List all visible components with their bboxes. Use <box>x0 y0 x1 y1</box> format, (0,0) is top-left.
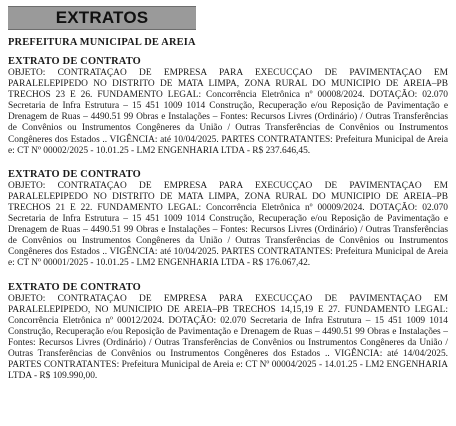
contract-extract-list <box>8 56 448 394</box>
section-title: EXTRATOS <box>55 8 149 27</box>
contract-extract <box>8 282 448 383</box>
organization-name: PREFEITURA MUNICIPAL DE AREIA <box>8 37 196 48</box>
extract-title: EXTRATO DE CONTRATO <box>8 281 141 293</box>
contract-extract <box>8 169 448 270</box>
extract-body: OBJETO: CONTRATAÇAO DE EMPRESA PARA EXECUCÇAO DE PAVIMENTAÇAO EM PARALELEPIPEDO NO DISTRITO DE MATA LIMPA, ZONA RURAL DO MUNICIPIO DE AREIA–PB TRECHOS 21 E 22. FUNDAMENTO LEGAL: Concorrência Eletrônica nº 00009/2024. DOTAÇÃO: 02.070 Secretaria de Infra Estrutura – 15 451 1009 1014 Construção, Recuperação e/ou Reposição de Pavimentação e Drenagem de Ruas – 4490.51 99 Obras e Instalações – Fontes: Recursos Livres (Ordinário) / Outras Transferências de Convênios ou Instrumentos Congêneres da União / Outras Transferências de Convênios ou Instrumentos Congêneres dos Estados .. VIGÊNCIA: até 10/04/2025. PARTES CONTRATANTES: Prefeitura Municipal de Areia e: CT Nº 00001/2025 - 10.01.25 - LM2 ENGENHARIA LTDA - R$ 176.067,42. <box>8 180 448 269</box>
extract-body: OBJETO: CONTRATAÇAO DE EMPRESA PARA EXECUCÇAO DE PAVIMENTAÇAO EM PARALELEPIPEDO NO DISTRITO DE MATA LIMPA, ZONA RURAL DO MUNICIPIO DE AREIA–PB TRECHOS 23 E 26. FUNDAMENTO LEGAL: Concorrência Eletrônica nº 00008/2024. DOTAÇÃO: 02.070 Secretaria de Infra Estrutura – 15 451 1009 1014 Construção, Recuperação e/ou Reposição de Pavimentação e Drenagem de Ruas – 4490.51 99 Obras e Instalações – Fontes: Recursos Livres (Ordinário) / Outras Transferências de Convênios ou Instrumentos Congêneres da União / Outras Transferências de Convênios ou Instrumentos Congêneres dos Estados .. VIGÊNCIA: até 10/04/2025. PARTES CONTRATANTES: Prefeitura Municipal de Areia e: CT Nº 00002/2025 - 10.01.25 - LM2 ENGENHARIA LTDA - R$ 237.646,45. <box>8 68 448 156</box>
extract-title: EXTRATO DE CONTRATO <box>8 56 141 67</box>
extract-body: OBJETO: CONTRATAÇAO DE EMPRESA PARA EXECUCÇAO DE PAVIMENTAÇAO EM PARALELEPIPEDO, NO MUNICIPIO DE AREIA–PB TRECHOS 14,15,19 E 27. FUNDAMENTO LEGAL: Concorrência Eletrônica nº 00012/2024. DOTAÇÃO: 02.070 Secretaria de Infra Estrutura – 15 451 1009 1014 Construção, Recuperação e/ou Reposição de Pavimentação e Drenagem de Ruas – 4490.51 99 Obras e Instalações – Fontes: Recursos Livres (Ordinário) / Outras Transferências de Convênios ou Instrumentos Congêneres da União / Outras Transferências de Convênios ou Instrumentos Congêneres dos Estados .. VIGÊNCIA: até 14/04/2025. PARTES CONTRATANTES: Prefeitura Municipal de Areia e: CT Nº 00004/2025 - 14.01.25 - LM2 ENGENHARIA LTDA - R$ 109.990,00. <box>8 293 448 382</box>
extract-title: EXTRATO DE CONTRATO <box>8 168 141 180</box>
section-header-bar <box>8 6 196 30</box>
contract-extract <box>8 56 448 157</box>
